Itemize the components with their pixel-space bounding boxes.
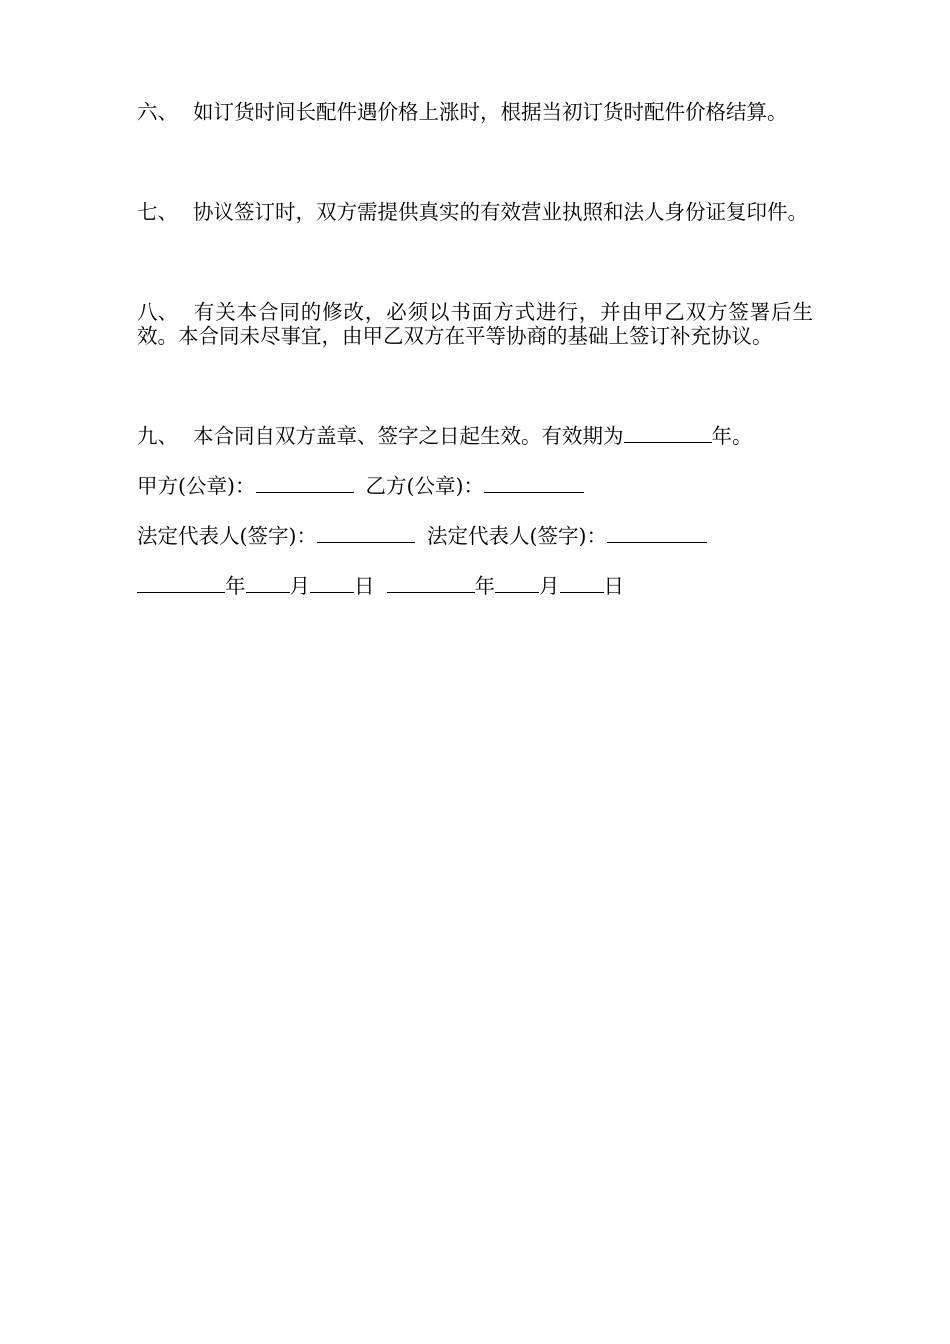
year-label: 年 [225,574,246,598]
party-b-seal-label: 乙方(公章)： [365,474,484,498]
legal-rep-b-blank[interactable] [607,524,707,543]
legal-rep-b-label: 法定代表人(签字)： [427,524,607,548]
month-label: 月 [539,574,560,598]
clause-text: 协议签订时，双方需提供真实的有效营业执照和法人身份证复印件。 [193,200,808,224]
party-b-month-blank[interactable] [495,574,539,593]
clause-number: 九、 [137,424,178,448]
clause-text: 有关本合同的修改，必须以书面方式进行，并由甲乙双方签署后生效。本合同未尽事宜，由甲乙双方在平等协商的基础上签订补充协议。 [137,300,813,348]
clause-8 [137,300,813,348]
party-b-day-blank[interactable] [560,574,604,593]
clause-6 [137,100,813,124]
day-label: 日 [603,574,624,598]
clause-text-end: 年。 [711,424,753,448]
clause-7 [137,200,813,224]
clause-number: 六、 [137,100,178,124]
legal-rep-a-label: 法定代表人(签字)： [137,524,317,548]
party-b-year-blank[interactable] [387,574,475,593]
day-label: 日 [354,574,375,598]
seal-line [137,474,584,498]
clause-number: 七、 [137,200,178,224]
validity-years-blank[interactable] [624,424,712,443]
clause-number: 八、 [137,300,178,324]
party-a-seal-blank[interactable] [256,474,354,493]
month-label: 月 [289,574,310,598]
date-line [137,574,624,598]
legal-rep-a-blank[interactable] [317,524,415,543]
year-label: 年 [474,574,495,598]
clause-text: 本合同自双方盖章、签字之日起生效。有效期为 [193,424,624,448]
clause-text: 如订货时间长配件遇价格上涨时，根据当初订货时配件价格结算。 [193,100,788,124]
clause-9 [137,424,753,448]
party-a-day-blank[interactable] [310,574,354,593]
legal-rep-line [137,524,707,548]
party-a-year-blank[interactable] [137,574,225,593]
party-b-seal-blank[interactable] [484,474,584,493]
party-a-month-blank[interactable] [246,574,290,593]
party-a-seal-label: 甲方(公章)： [137,474,256,498]
